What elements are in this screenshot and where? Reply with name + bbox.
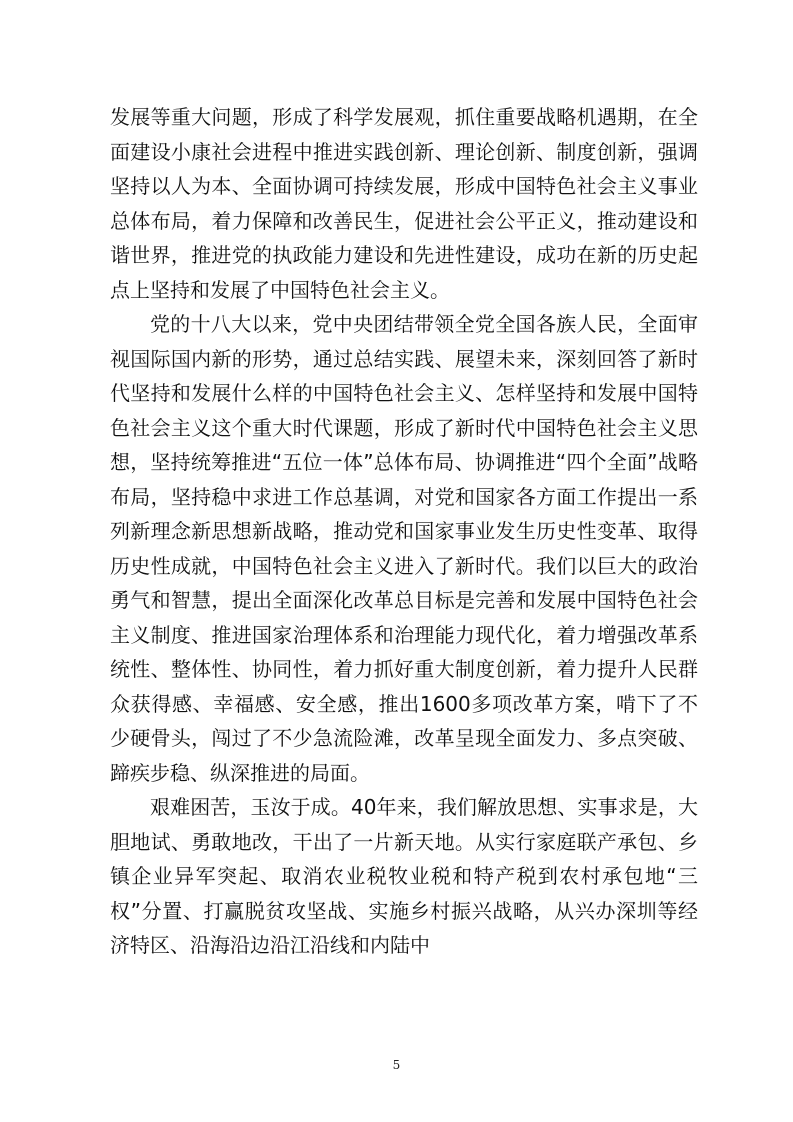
- paragraph-2: 党的十八大以来，党中央团结带领全党全国各族人民，全面审视国际国内新的形势，通过总结实践、展望未来，深刻回答了新时代坚持和发展什么样的中国特色社会主义、怎样坚持和发展中国特色社会主义这个重大时代课题，形成了新时代中国特色社会主义思想，坚持统筹推进“五位一体”总体布局、协调推进“四个全面”战略布局，坚持稳中求进工作总基调，对党和国家各方面工作提出一系列新理念新思想新战略，推动党和国家事业发生历史性变革、取得历史性成就，中国特色社会主义进入了新时代。我们以巨大的政治勇气和智慧，提出全面深化改革总目标是完善和发展中国特色社会主义制度、推进国家治理体系和治理能力现代化，着力增强改革系统性、整体性、协同性，着力抓好重大制度创新，着力提升人民群众获得感、幸福感、安全感，推出1600多项改革方案，啃下了不少硬骨头，闯过了不少急流险滩，改革呈现全面发力、多点突破、蹄疾步稳、纵深推进的局面。: [110, 312, 698, 785]
- paragraph-3: 艰难困苦，玉汝于成。40年来，我们解放思想、实事求是，大胆地试、勇敢地改，干出了一片新天地。从实行家庭联产承包、乡镇企业异军突起、取消农业税牧业税和特产税到农村承包地“三权”分置、打赢脱贫攻坚战、实施乡村振兴战略，从兴办深圳等经济特区、沿海沿边沿江沿线和内陆中: [110, 795, 698, 957]
- page-number: 5: [392, 1058, 401, 1072]
- paragraph-1: 发展等重大问题，形成了科学发展观，抓住重要战略机遇期，在全面建设小康社会进程中推进实践创新、理论创新、制度创新，强调坚持以人为本、全面协调可持续发展，形成中国特色社会主义事业总体布局，着力保障和改善民生，促进社会公平正义，推动建设和谐世界，推进党的执政能力建设和先进性建设，成功在新的历史起点上坚持和发展了中国特色社会主义。: [110, 105, 698, 302]
- body-text: [110, 100, 698, 963]
